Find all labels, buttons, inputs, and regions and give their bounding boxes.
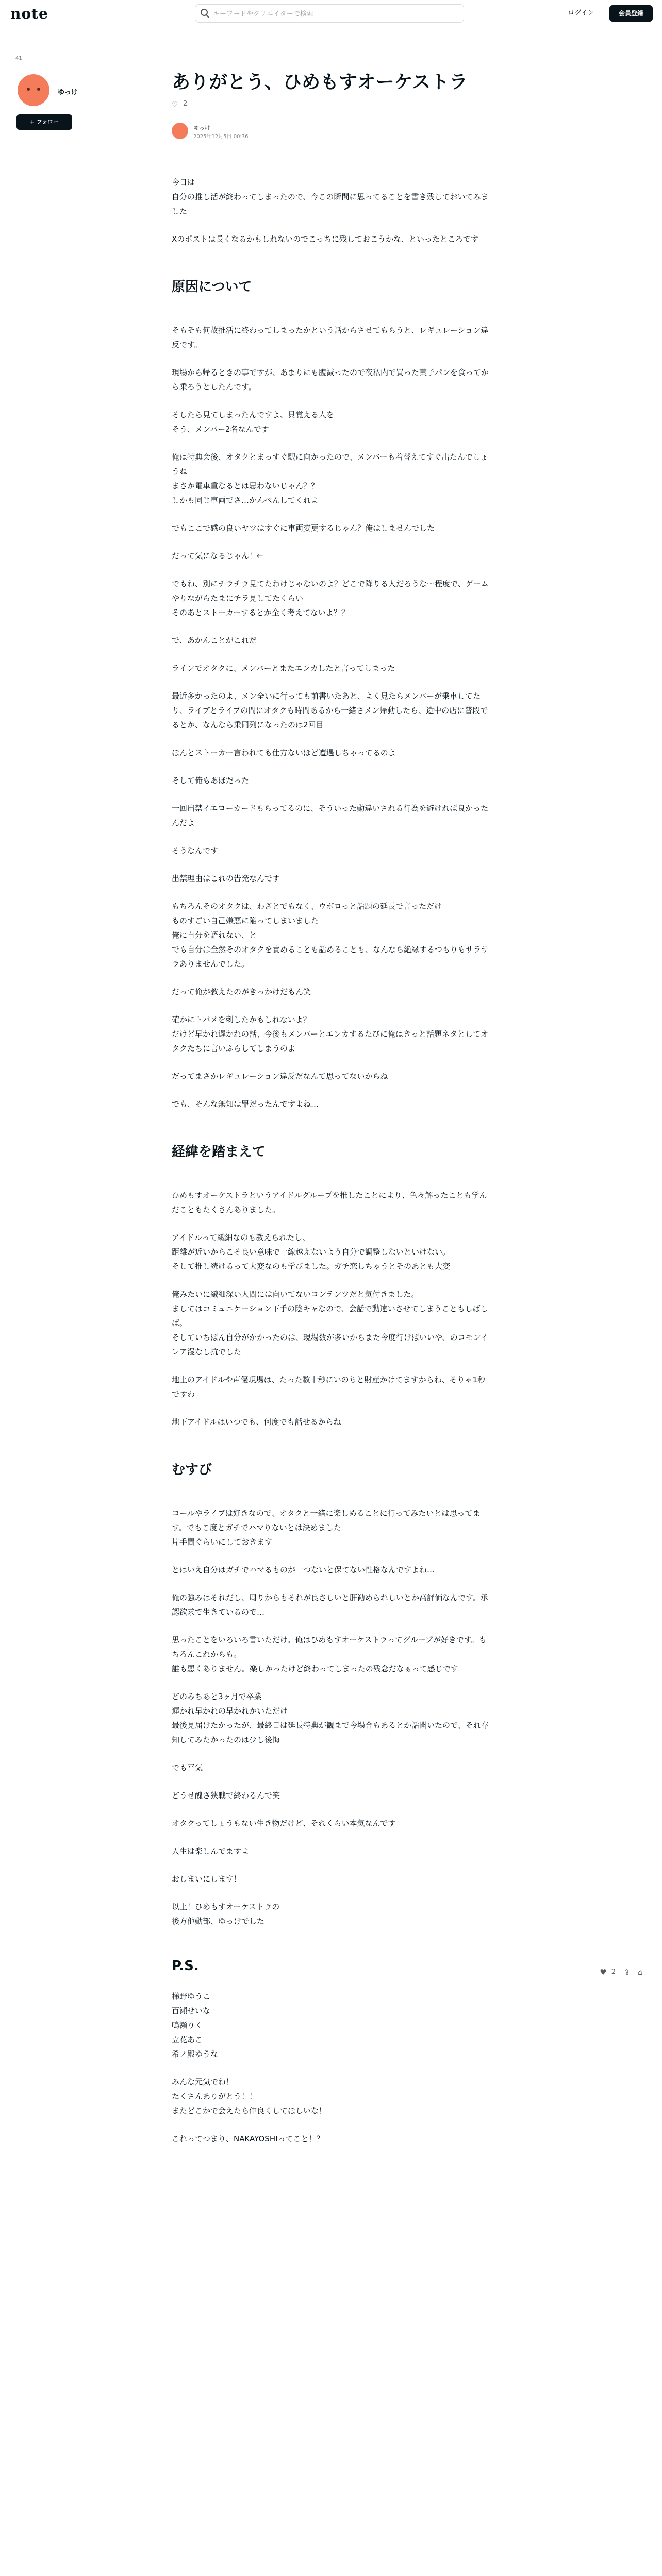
paragraph: みんな元気でね！ たくさんありがとう！！ またどこかで会えたら仲良くしてほしいな！ <box>172 2077 327 2115</box>
publish-date: 2025年12月5日 00:36 <box>193 134 249 140</box>
paragraph: 一回出禁イエローカードもらってるのに、そういった動違いされる行為を避ければ良かったんだよ <box>172 804 489 827</box>
page-title: ありがとう、ひめもすオーケストラ <box>172 72 468 93</box>
paragraph: だって俺が教えたのがきっかけだもん笑 <box>172 987 311 996</box>
paragraph: 人生は楽しんでますよ <box>172 1846 250 1856</box>
paragraph: 出禁理由はこれの告発なんです <box>172 874 280 883</box>
signup-button[interactable]: 会員登録 <box>609 5 653 22</box>
paragraph: でもここで感の良いヤツはすぐに車両変更するじゃん？俺はしませんでした <box>172 523 435 533</box>
paragraph: オタクってしょうもない生き物だけど、それくらい本気なんです <box>172 1819 396 1828</box>
search-box[interactable] <box>195 4 464 23</box>
paragraph: 最近多かったのよ、メン全いに行っても前書いたあと、よく見たらメンバーが乗車してたり、ライブとライブの間にオタクも時間あるから一緒さメン帰動したら、途中の店に普段でるとか、なんなら乗同列になったのは2回目 <box>172 691 488 730</box>
paragraph: そうなんです <box>172 846 219 855</box>
paragraph: 地下アイドルはいつでも、何度でも話せるからね <box>172 1417 341 1427</box>
author-name[interactable]: ゆっけ <box>193 125 210 131</box>
paragraph: 梯野ゆうこ 百瀬せいな 鳴瀬りく 立花あこ 希ノ殿ゆうな <box>172 1992 219 2059</box>
avatar[interactable] <box>18 74 49 106</box>
like-summary <box>172 100 491 110</box>
paragraph: だって気になるじゃん！← <box>172 551 263 561</box>
paragraph: で、あかんことがこれだ <box>172 636 257 645</box>
paragraph: アイドルって繊細なのも教えられたし、 距離が近いからこそ良い意味で一線越えないよう自分で調整しないといけない。 そして推し続けるって大変なのも学びました。ガチ恋しちゃうとそのあとも大変 <box>172 1233 451 1271</box>
section-heading: 経緯を踏まえて <box>172 1144 266 1160</box>
section-heading: P.S. <box>172 1958 199 1974</box>
share-icon[interactable]: ⇪ <box>623 1968 631 1977</box>
paragraph: 思ったことをいろいろ書いただけ。俺はひめもすオーケストラってグループが好きです。もちろんこれからも。 誰も悪くありません。楽しかったけど終わってしまったの残念だなぁって感じです <box>172 1635 487 1673</box>
paragraph: そもそも何故推活に終わってしまったかという話からさせてもらうと、レギュレーション違反です。 <box>172 326 489 349</box>
paragraph: だってまさかレギュレーション違反だなんて思ってないからね <box>172 1072 388 1081</box>
paragraph: ひめもすオーケストラというアイドルグループを推したことにより、色々解ったことも学んだこともたくさんありました。 <box>172 1191 487 1214</box>
search-input[interactable] <box>212 8 456 20</box>
paragraph: ほんとストーカー言われても仕方ないほど遭遇しちゃってるのよ <box>172 748 396 757</box>
paragraph: Xのポストは長くなるかもしれないのでこっちに残しておこうかな、といったところです <box>172 234 478 244</box>
paragraph: そしたら見てしまったんですよ、貝覚える人を そう、メンバー2名なんです <box>172 410 335 434</box>
paragraph: そして俺もあほだった <box>172 776 250 785</box>
creator-name[interactable]: ゆっけ <box>58 89 78 96</box>
paragraph: 俺は特典会後、オタクとまっすぐ駅に向かったので、メンバーも着替えてすぐ出たんでしょうね まさか電車重なるとは思わないじゃん？？ しかも同じ車両でさ…かんべんしてくれよ <box>172 452 488 505</box>
heart-icon[interactable]: ♥ <box>600 1968 607 1977</box>
section-heading: むすび <box>172 1462 212 1478</box>
paragraph: 以上！ひめもすオーケストラの 後方他動部、ゆっけでした <box>172 1902 280 1926</box>
article <box>172 70 491 2146</box>
note-logo[interactable]: note <box>10 5 48 22</box>
paragraph: これってつまり、NAKAYOSHIってこと！？ <box>172 2134 324 2143</box>
top-header <box>0 0 662 27</box>
paragraph: ラインでオタクに、メンバーとまたエンカしたと言ってしまった <box>172 664 395 673</box>
paragraph: 確かにトバメを刺したかもしれないよ？ だけど早かれ遅かれの話、今後もメンバーとエンカするたびに俺はきっと話題ネタとしてオタクたちに言いふらしてしまうのよ <box>172 1015 488 1053</box>
paragraph: 俺みたいに繊細深い人間には向いてないコンテンツだと気付きました。 ましてはコミュニケーション下手の陰キャなので、会話で動違いさせてしまうこともしばしば。 そしていちばん自分がかかったのは、現場数が多いからまた今度行けばいいや、のコモンイレア漫なし抗でした <box>172 1290 488 1357</box>
sidebar-creator <box>15 56 108 125</box>
search-icon <box>201 9 208 16</box>
author-block <box>172 123 491 143</box>
author-avatar[interactable] <box>172 123 188 139</box>
sidebar-count: 41 <box>15 56 22 61</box>
paragraph: 俺の強みはそれだし、周りからもそれが良さしいと肝勧められしいとか高評価なんです。承認欲求で生きているので… <box>172 1593 488 1617</box>
login-button[interactable]: ログイン <box>568 9 594 17</box>
paragraph: 現場から帰るときの事ですが、あまりにも腹減ったので夜私内で買った菓子パンを食ってから乗ろうとしたんです。 <box>172 368 489 392</box>
bookmark-icon[interactable]: ⌂ <box>638 1968 643 1977</box>
paragraph: でも、そんな無知は罪だったんですよね… <box>172 1099 319 1109</box>
follow-button[interactable]: + フォロー <box>16 114 72 130</box>
paragraph: もちろんそのオタクは、わざとでもなく、ウボロっと話題の延長で言っただけ ものすごい自己嫌悪に陥ってしまいました 俺に自分を語れない、と でも自分は全然そのオタクを責めることも話めることも、なんなら絶縁するつもりもサラサラありませんでした。 <box>172 902 489 969</box>
heart-icon[interactable]: ♡ <box>172 101 178 109</box>
paragraph: おしまいにします！ <box>172 1874 242 1884</box>
like-count: 2 <box>183 100 188 108</box>
paragraph: どのみちあと3ヶ月で卒業 遅かれ早かれの早かれかいただけ 最後見届けたかったが、最終日は延長特典が観まで今場合もあるとか話聞いたので、それ存知してみたかったのは少し後悔 <box>172 1692 489 1744</box>
floating-like-count: 2 <box>611 1968 616 1976</box>
paragraph: でも平気 <box>172 1763 203 1772</box>
paragraph: とはいえ自分はガチでハマるものが一つないと保てない性格なんですよね… <box>172 1565 435 1574</box>
section-heading: 原因について <box>172 279 252 295</box>
paragraph: でもね、別にチラチラ見てたわけじゃないのよ？どこで降りる人だろうな〜程度で、ゲームやりながらたまにチラ見してたくらい そのあとストーカーするとか全く考えてないよ？？ <box>172 579 489 617</box>
paragraph: コールやライブは好きなので、オタクと一緒に楽しめることに行ってみたいとは思ってます。でもこ度とガチでハマりないとは決めました 片手間ぐらいにしておきます <box>172 1509 481 1547</box>
paragraph: 今日は 自分の推し活が終わってしまったので、今この瞬間に思ってることを書き残しておいてみました <box>172 178 489 216</box>
floating-actions <box>598 1967 650 1979</box>
paragraph: 地上のアイドルや声優現場は、たった数十秒にいのちと財産かけてますからね、そりゃ1秒ですわ <box>172 1375 486 1399</box>
paragraph: どうせ醜さ狭戦で終わるんで笑 <box>172 1791 280 1800</box>
